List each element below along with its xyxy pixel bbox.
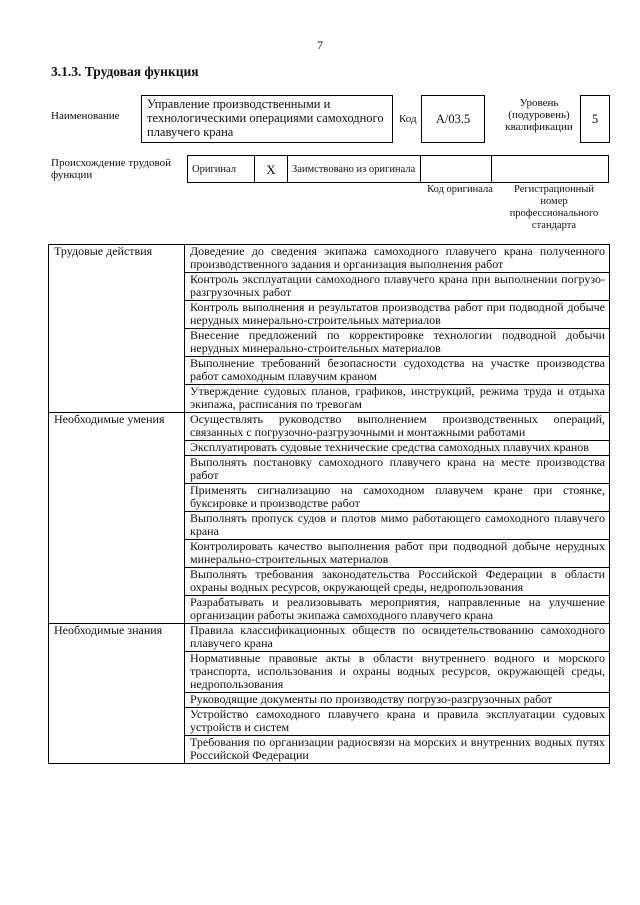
- qualification-level-label: Уровень (подуровень) квалификации: [505, 97, 573, 133]
- code-original-caption: Код оригинала: [427, 184, 493, 195]
- item-cell: Доведение до сведения экипажа самоходного плавучего крана полученного производственного задания и организация выполнения работ: [185, 245, 610, 273]
- item-cell: Осуществлять руководство выполнением производственных операций, связанных с погрузочно-разгрузочными и монтажными работами: [185, 413, 610, 441]
- item-cell: Устройство самоходного плавучего крана и правила эксплуатации судовых устройств и систем: [185, 708, 610, 736]
- labor-function-table: [48, 244, 610, 764]
- item-cell: Выполнять пропуск судов и плотов мимо работающего самоходного плавучего крана: [185, 512, 610, 540]
- item-cell: Утверждение судовых планов, графиков, инструкций, режима труда и отдыха экипажа, расписания по тревогам: [185, 385, 610, 413]
- original-mark: X: [255, 156, 288, 183]
- table-row: [49, 245, 610, 273]
- borrowed-label: Заимствовано из оригинала: [288, 156, 421, 183]
- original-label: Оригинал: [188, 156, 255, 183]
- name-label: Наименование: [51, 110, 120, 122]
- item-cell: Правила классификационных обществ по освидетельствованию самоходного плавучего крана: [185, 624, 610, 652]
- item-cell: Выполнение требований безопасности судоходства на участке производства работ самоходным плавучим краном: [185, 357, 610, 385]
- item-cell: Руководящие документы по производству погрузо-разгрузочных работ: [185, 693, 610, 708]
- function-name-box: Управление производственными и технологическими операциями самоходного плавучего крана: [141, 95, 393, 143]
- code-label: Код: [399, 113, 417, 125]
- section-title: 3.1.3. Трудовая функция: [51, 64, 199, 79]
- qualification-level-box: 5: [580, 95, 610, 143]
- item-cell: Выполнять требования законодательства Российской Федерации в области охраны водных ресурсов, окружающей среды, недропользования: [185, 568, 610, 596]
- item-cell: Контроль эксплуатации самоходного плавучего крана при выполнении погрузо-разгрузочных работ: [185, 273, 610, 301]
- item-cell: Нормативные правовые акты в области внутреннего водного и морского транспорта, использования и охраны водных ресурсов, окружающей среды, недропользования: [185, 652, 610, 693]
- category-cell: Необходимые умения: [49, 413, 185, 624]
- table-row: [49, 624, 610, 652]
- category-cell: Трудовые действия: [49, 245, 185, 413]
- item-cell: Применять сигнализацию на самоходном плавучем кране при стоянке, буксировке и производстве работ: [185, 484, 610, 512]
- code-value-box: A/03.5: [421, 95, 485, 143]
- table-row: [49, 413, 610, 441]
- item-cell: Эксплуатировать судовые технические средства самоходных плавучих кранов: [185, 441, 610, 456]
- item-cell: Требования по организации радиосвязи на морских и внутренних водных путях Российской Федерации: [185, 736, 610, 764]
- reg-number-caption: Регистрационный номер профессионального стандарта: [509, 184, 599, 231]
- category-cell: Необходимые знания: [49, 624, 185, 764]
- code-original-cell: [421, 156, 492, 183]
- origin-table: [187, 155, 609, 183]
- item-cell: Выполнять постановку самоходного плавучего крана на месте производства работ: [185, 456, 610, 484]
- origin-label: Происхождение трудовой функции: [51, 157, 172, 181]
- item-cell: Внесение предложений по корректировке технологии подводной добычи нерудных минерально-строительных материалов: [185, 329, 610, 357]
- item-cell: Контролировать качество выполнения работ при подводной добыче нерудных минерально-строительных материалов: [185, 540, 610, 568]
- item-cell: Контроль выполнения и результатов производства работ при подводной добыче нерудных минерально-строительных материалов: [185, 301, 610, 329]
- page-number: 7: [317, 38, 323, 52]
- item-cell: Разрабатывать и реализовывать мероприятия, направленные на улучшение организации работы экипажа самоходного плавучего крана: [185, 596, 610, 624]
- reg-number-cell: [492, 156, 609, 183]
